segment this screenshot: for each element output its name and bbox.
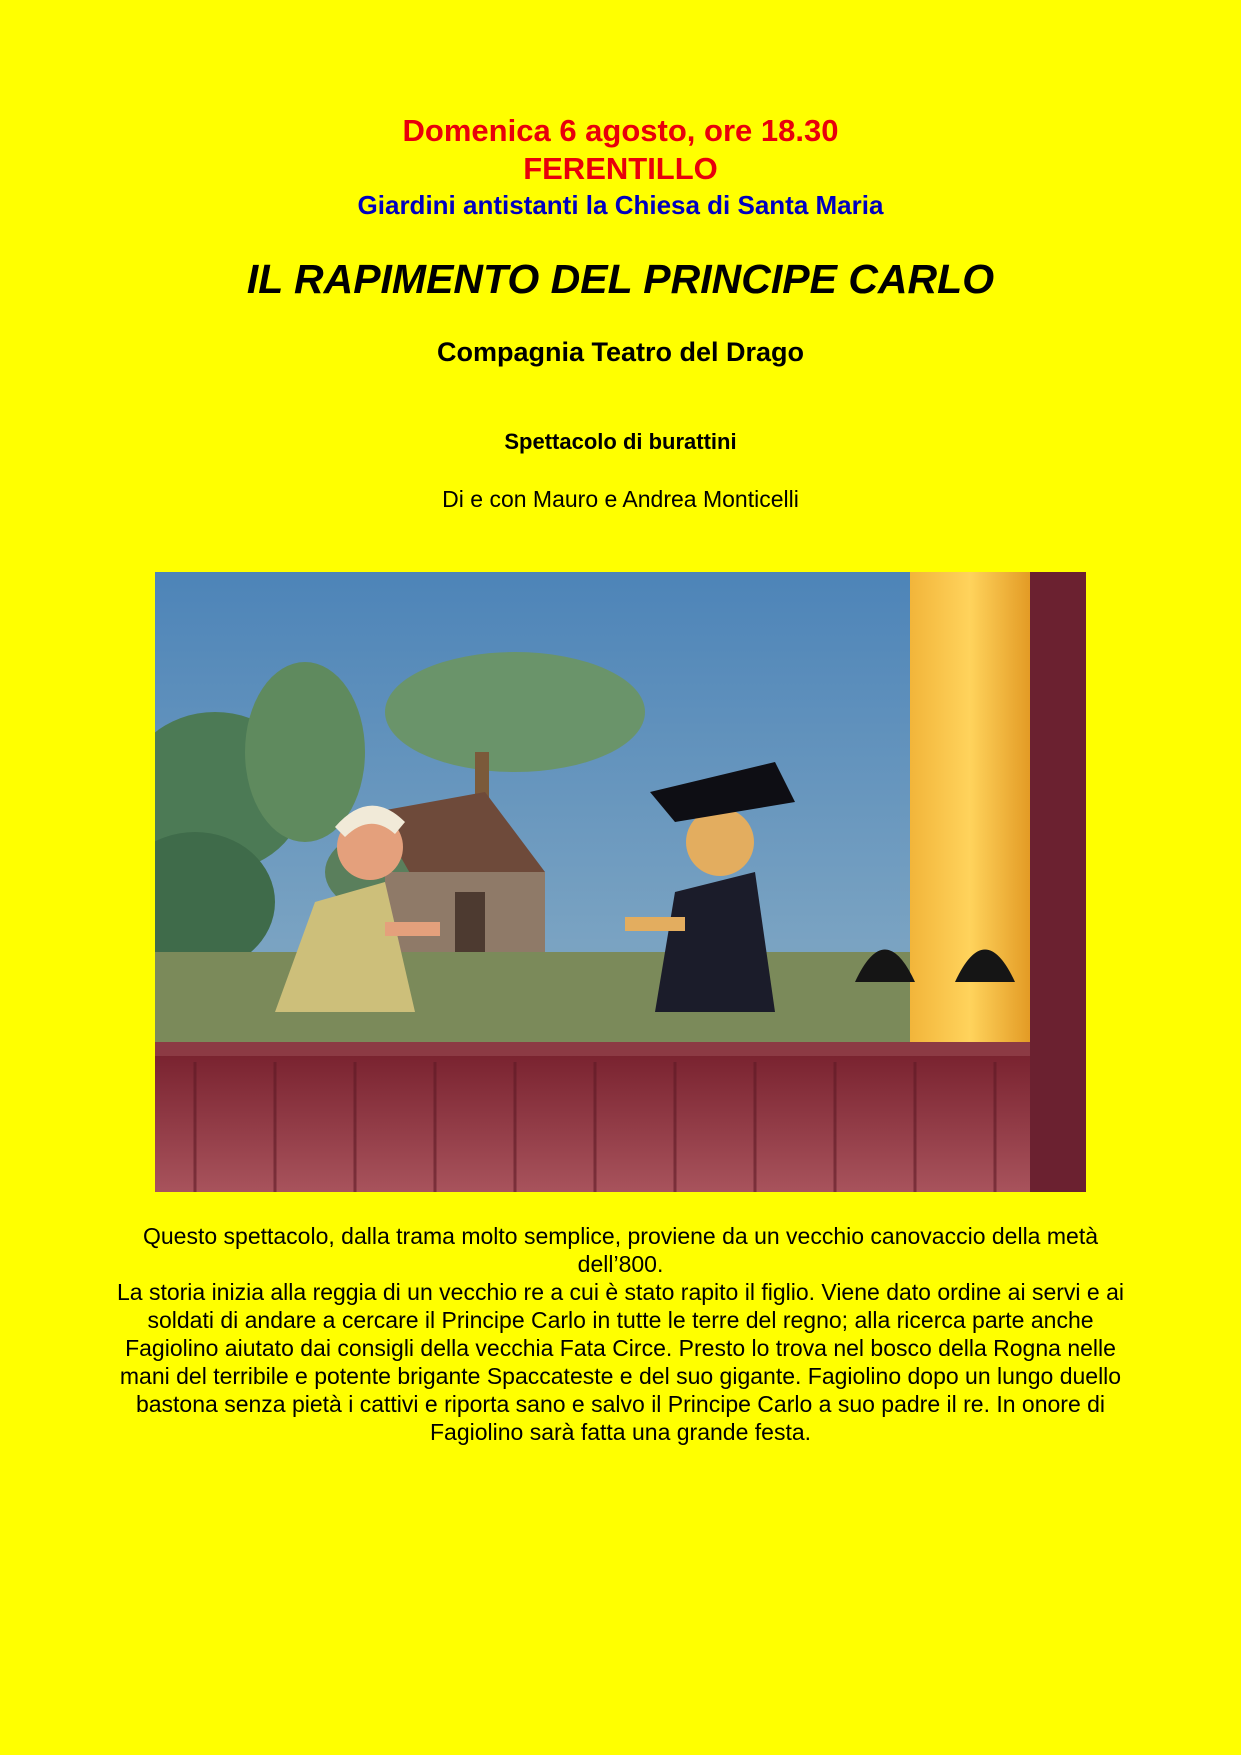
show-description [110,1222,1131,1446]
show-company: Compagnia Teatro del Drago [436,337,805,367]
event-date-time: Domenica 6 agosto, ore 18.30 [402,113,839,148]
show-genre: Spettacolo di burattini [504,429,737,454]
event-location: Giardini antistanti la Chiesa di Santa Maria [357,190,884,220]
description-paragraph-1: Questo spettacolo, dalla trama molto semplice, proviene da un vecchio canovaccio della metà dell’800. [142,1223,1099,1277]
puppet-show-photo [155,572,1086,1192]
event-town: FERENTILLO [523,151,718,186]
description-paragraph-2: La storia inizia alla reggia di un vecchio re a cui è stato rapito il figlio. Viene dato ordine ai servi e ai soldati di andare a cercare il Principe Carlo in tutte le terre del regno; alla ricerca parte anche Fagiolino aiutato dai consigli della vecchia Fata Circe. Presto lo trova nel bosco della Rogna nelle mani del terribile e potente brigante Spaccateste e del suo gigante. Fagiolino dopo un lungo duello bastona senza pietà i cattivi e riporta sano e salvo il Principe Carlo a suo padre il re. In onore di Fagiolino sarà fatta una grande festa. [116,1279,1125,1445]
show-title: IL RAPIMENTO DEL PRINCIPE CARLO [246,256,995,302]
show-credits: Di e con Mauro e Andrea Monticelli [442,486,799,512]
